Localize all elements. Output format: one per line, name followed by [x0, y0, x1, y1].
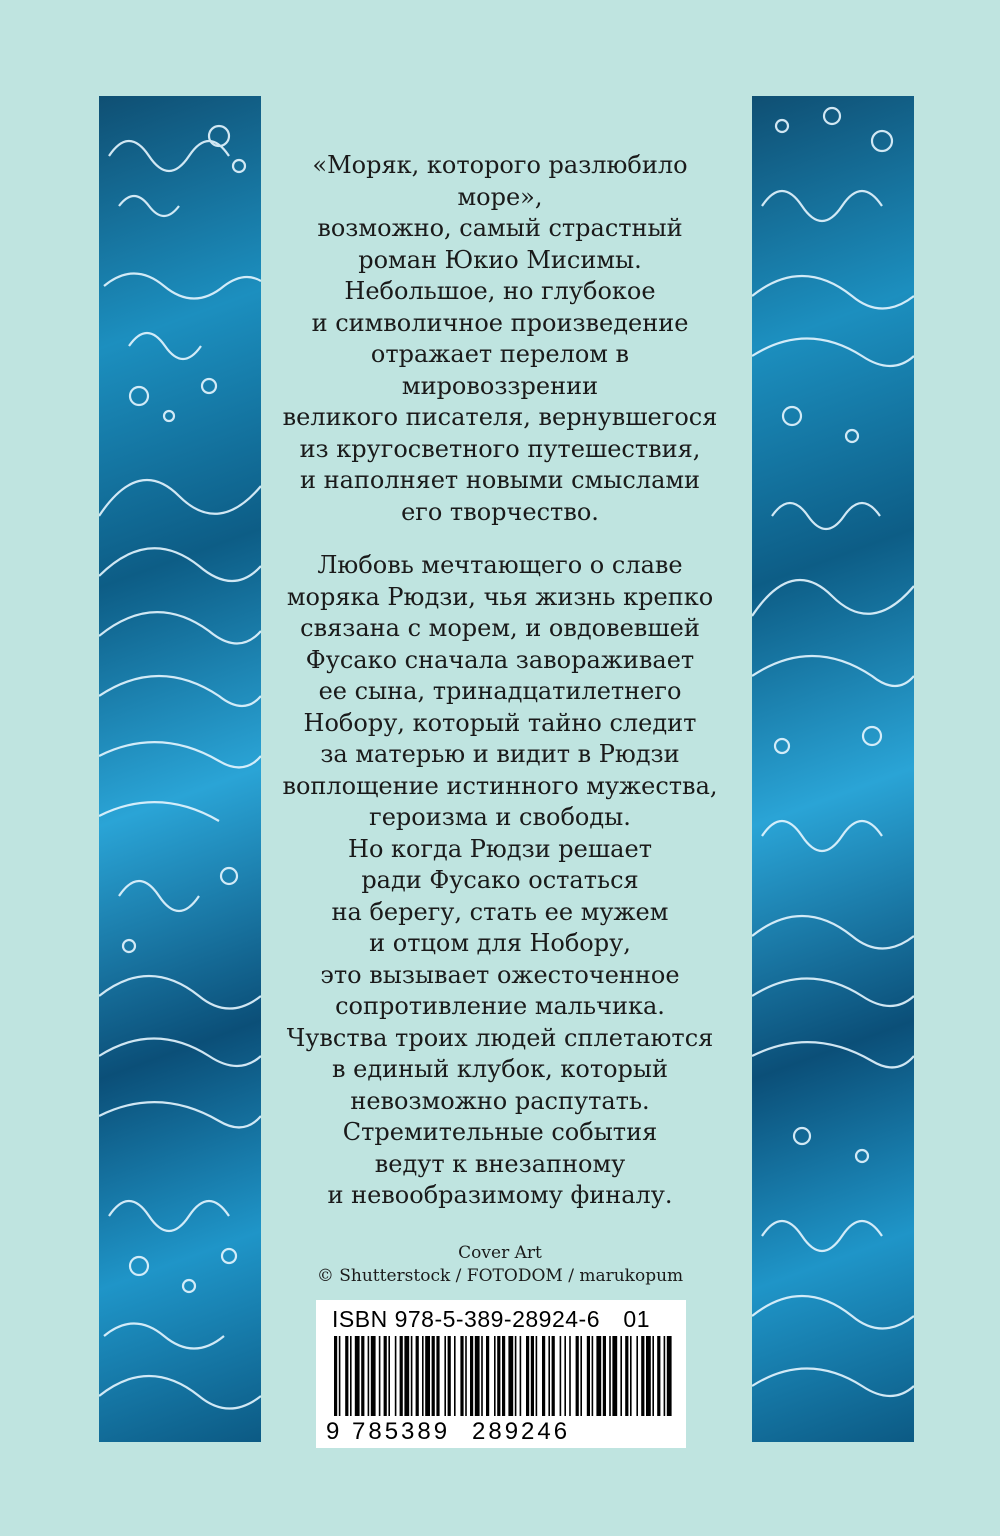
left-wave-strip: [99, 96, 261, 1442]
barcode-bar: [454, 1336, 456, 1416]
barcode-bar: [592, 1336, 594, 1416]
barcode-bar: [630, 1336, 632, 1416]
barcode-bar: [526, 1336, 529, 1416]
barcode-bar: [411, 1336, 413, 1416]
credits-line-2: © Shutterstock / FOTODOM / marukopum: [316, 1266, 684, 1286]
barcode-digits-right: 289246: [472, 1418, 571, 1445]
barcode-bar: [620, 1336, 622, 1416]
barcode-bar: [460, 1336, 463, 1416]
barcode-bar: [425, 1336, 430, 1416]
barcode-bar: [422, 1336, 424, 1416]
barcode-bar: [520, 1336, 522, 1416]
description-paragraph-1: «Моряк, которого разлюбило море», возможно, самый страстный роман Юкио Мисимы. Небольшое, но глубокое и символичное произведение отражает перелом в мировоззрении великого писателя, вернувшегося из кругосветного путешествия, и наполняет новыми смыслами его творчество.: [282, 151, 718, 526]
barcode-bar: [652, 1336, 654, 1416]
isbn-label: ISBN 978-5-389-28924-6: [332, 1306, 600, 1332]
barcode-bar: [497, 1336, 500, 1416]
right-wave-strip: [752, 96, 914, 1442]
barcode-bar: [646, 1336, 651, 1416]
barcode-bar: [444, 1336, 446, 1416]
isbn-barcode: [316, 1300, 686, 1448]
barcode-bar: [494, 1336, 496, 1416]
barcode-bar: [379, 1336, 381, 1416]
book-description: [270, 150, 730, 1234]
barcode-bar: [641, 1336, 644, 1416]
cover-art-credits: [270, 1242, 730, 1288]
barcode-bar: [400, 1336, 403, 1416]
barcode-digits-left: 785389: [352, 1418, 451, 1445]
credits-line-1: Cover Art: [458, 1243, 542, 1263]
barcode-bar: [536, 1336, 538, 1416]
barcode-digit-first: 9: [326, 1418, 343, 1445]
barcode-bar: [371, 1336, 376, 1416]
barcode-bar: [636, 1336, 638, 1416]
barcode-bar: [339, 1336, 341, 1416]
wave-pattern-left: [99, 96, 261, 1442]
barcode-bar: [361, 1336, 364, 1416]
isbn-label-row: [332, 1306, 672, 1333]
barcode-bar: [355, 1336, 360, 1416]
barcode-bar: [603, 1336, 606, 1416]
barcode-bars: [316, 1336, 686, 1418]
barcode-bar: [552, 1336, 555, 1416]
barcode-bar: [448, 1336, 451, 1416]
barcode-bar: [612, 1336, 617, 1416]
barcode-bar: [548, 1336, 550, 1416]
barcode-bar: [564, 1336, 566, 1416]
isbn-addon: 01: [623, 1306, 650, 1332]
barcode-bar: [508, 1336, 513, 1416]
barcode-bar: [609, 1336, 611, 1416]
barcode-bar: [502, 1336, 505, 1416]
barcode-bar: [481, 1336, 483, 1416]
barcode-bar: [542, 1336, 545, 1416]
barcode-bar: [350, 1336, 352, 1416]
barcode-bar: [404, 1336, 409, 1416]
barcode-bar: [388, 1336, 390, 1416]
barcode-bar: [569, 1336, 571, 1416]
barcode-bar: [667, 1336, 672, 1416]
barcode-bar: [416, 1336, 419, 1416]
barcode-bar: [432, 1336, 435, 1416]
barcode-bar: [657, 1336, 660, 1416]
barcode-bar: [345, 1336, 348, 1416]
wave-pattern-right: [752, 96, 914, 1442]
barcode-bar: [576, 1336, 579, 1416]
barcode-bar: [465, 1336, 467, 1416]
barcode-bar: [515, 1336, 517, 1416]
barcode-bar: [395, 1336, 397, 1416]
barcode-bar: [486, 1336, 489, 1416]
barcode-bar: [470, 1336, 473, 1416]
barcode-bar: [334, 1336, 337, 1416]
barcode-bar: [580, 1336, 582, 1416]
description-paragraph-2: Любовь мечтающего о славе моряка Рюдзи, чья жизнь крепко связана с морем, и овдовевшей Фусако сначала завораживает ее сына, тринадцатилетнего Нобору, который тайно следит за матерью и видит в Рюдзи воплощение истинного мужества, героизма и свободы. Но когда Рюдзи решает ради Фусако остаться на берегу, стать ее мужем и отцом для Нобору, это вызывает ожесточенное сопротивление мальчика. Чувства троих людей сплетаются в единый клубок, который невозможно распутать. Стремительные события ведут к внезапному и невообразимому финалу.: [282, 551, 718, 1209]
barcode-bar: [664, 1336, 666, 1416]
barcode-bar: [531, 1336, 534, 1416]
barcode-bar: [436, 1336, 439, 1416]
barcode-bar: [625, 1336, 628, 1416]
barcode-bar: [475, 1336, 480, 1416]
barcode-bar: [596, 1336, 601, 1416]
barcode-bar: [587, 1336, 590, 1416]
barcode-bar: [384, 1336, 387, 1416]
barcode-bar: [560, 1336, 562, 1416]
barcode-bar: [368, 1336, 370, 1416]
